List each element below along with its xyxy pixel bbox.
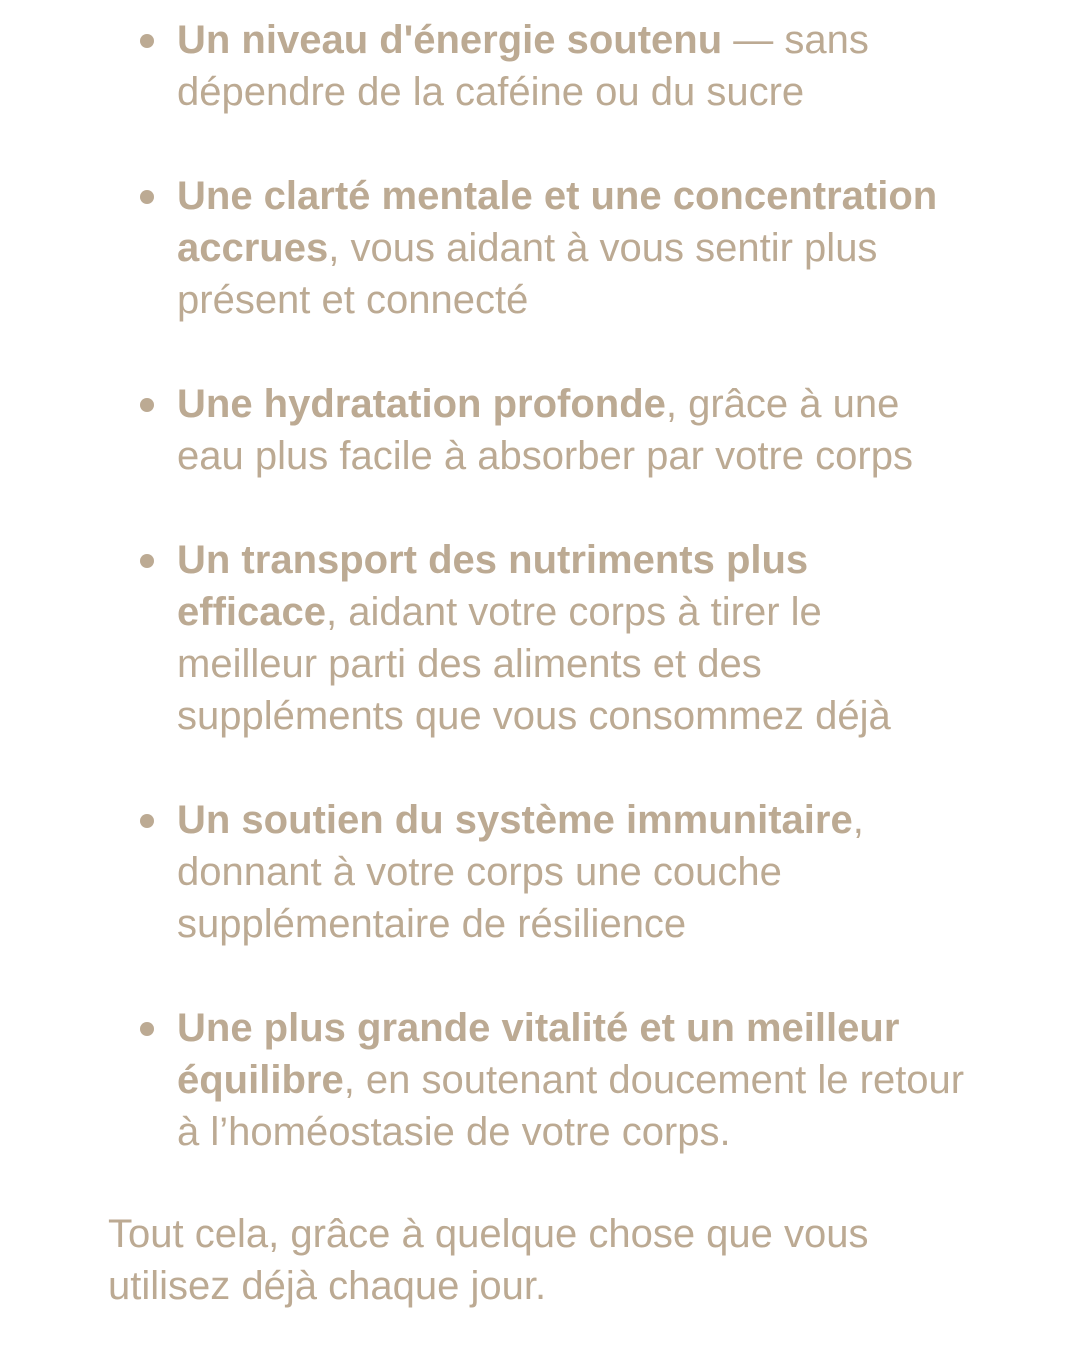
benefit-description: — sans dépendre de la caféine ou du sucre [177,18,869,114]
bullet-icon [140,814,154,828]
benefit-title: Un niveau d'énergie soutenu [177,18,723,62]
bullet-icon [140,190,154,204]
benefit-description: , grâce à une eau plus facile à absorber par votre corps [177,382,913,478]
benefits-list [0,14,1080,1210]
bullet-icon [140,1022,154,1036]
benefit-item [0,14,1080,118]
benefit-title: Un transport des nutriments plus efficace [177,538,809,634]
benefit-description: , vous aidant à vous sentir plus présent et connecté [177,226,878,322]
benefit-item [0,534,1080,742]
benefit-item [0,170,1080,326]
benefit-title: Une clarté mentale et une concentration accrues [177,174,938,270]
benefit-title: Un soutien du système immunitaire [177,798,853,842]
benefit-item [0,794,1080,950]
benefit-description: , en soutenant doucement le retour à l’homéostasie de votre corps. [177,1058,965,1154]
benefit-item [0,378,1080,482]
benefit-title: Une hydratation profonde [177,382,666,426]
benefit-title: Une plus grande vitalité et un meilleur équilibre [177,1006,900,1102]
benefit-description: , aidant votre corps à tirer le meilleur parti des aliments et des suppléments que vous consommez déjà [177,590,891,738]
benefit-description: , donnant à votre corps une couche supplémentaire de résilience [177,798,864,946]
benefit-item [0,1002,1080,1158]
bullet-icon [140,398,154,412]
bullet-icon [140,34,154,48]
bullet-icon [140,554,154,568]
closing-paragraph: Tout cela, grâce à quelque chose que vous utilisez déjà chaque jour. [108,1212,869,1308]
